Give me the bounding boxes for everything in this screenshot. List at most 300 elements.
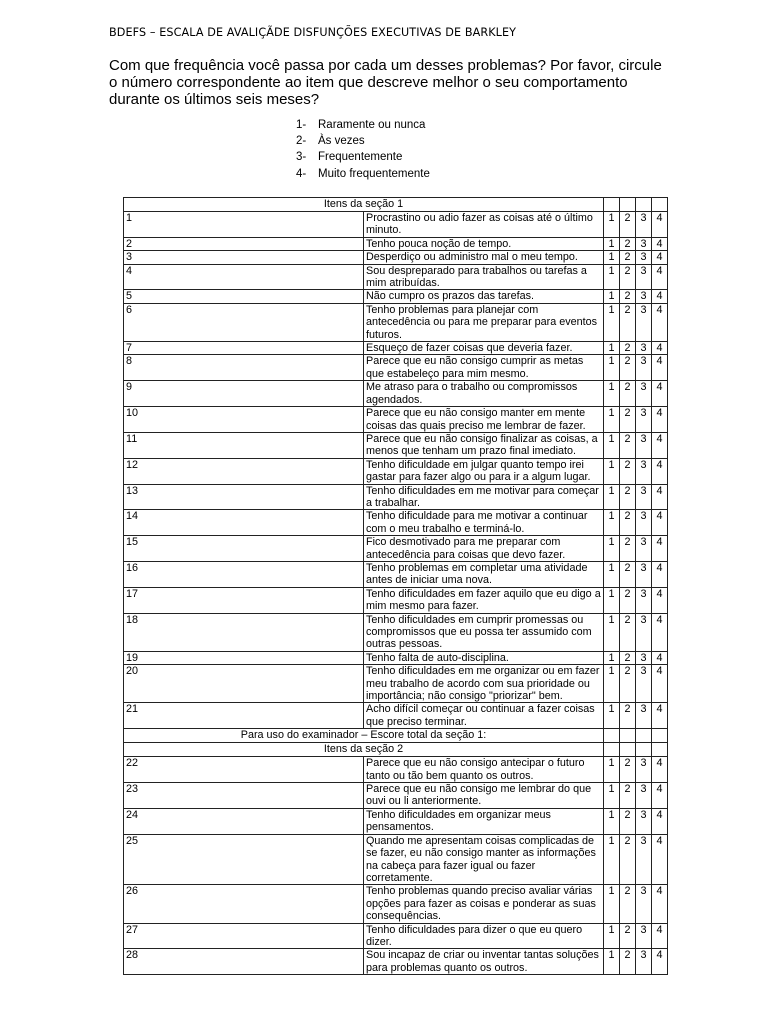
item-row <box>124 613 668 651</box>
item-number: 13 <box>124 484 364 510</box>
scale-option-3[interactable]: 3 <box>640 458 647 471</box>
scale-cell <box>652 458 668 484</box>
item-number: 9 <box>124 381 364 407</box>
scale-option-4[interactable]: 4 <box>656 381 663 394</box>
scale-option-4[interactable]: 4 <box>656 237 663 250</box>
section-header-row <box>124 729 668 743</box>
scale-cell <box>652 665 668 703</box>
scale-option-1[interactable]: 1 <box>608 834 615 847</box>
item-number: 19 <box>124 651 364 664</box>
item-number: 7 <box>124 342 364 355</box>
empty-scale-cell <box>604 743 620 757</box>
scale-option-4[interactable]: 4 <box>656 703 663 716</box>
scale-cell <box>604 342 620 355</box>
item-text: Tenho dificuldades em me organizar ou em fazer meu trabalho de acordo com sua prioridade ou importância; não consigo "priorizar" bem. <box>364 665 604 703</box>
item-number: 11 <box>124 432 364 458</box>
item-number: 1 <box>124 212 364 238</box>
item-number: 8 <box>124 355 364 381</box>
scale-cell <box>652 536 668 562</box>
scale-cell <box>604 665 620 703</box>
scale-option-2[interactable]: 2 <box>624 264 631 277</box>
scale-cell <box>636 510 652 536</box>
legend-label: Raramente ou nunca <box>318 119 426 131</box>
scale-cell <box>620 783 636 809</box>
scale-cell <box>604 613 620 651</box>
scale-option-1[interactable]: 1 <box>608 458 615 471</box>
scale-option-2[interactable]: 2 <box>624 885 631 898</box>
scale-option-3[interactable]: 3 <box>640 783 647 796</box>
scale-cell <box>604 651 620 664</box>
scale-option-2[interactable]: 2 <box>624 923 631 936</box>
scale-option-2[interactable]: 2 <box>624 251 631 264</box>
scale-cell <box>652 432 668 458</box>
scale-cell <box>604 251 620 264</box>
scale-cell <box>620 290 636 303</box>
item-number: 12 <box>124 458 364 484</box>
scale-option-3[interactable]: 3 <box>640 342 647 355</box>
scale-option-2[interactable]: 2 <box>624 757 631 770</box>
scale-cell <box>636 264 652 290</box>
scale-cell <box>620 561 636 587</box>
scale-option-1[interactable]: 1 <box>608 303 615 316</box>
scale-cell <box>652 303 668 341</box>
scale-cell <box>652 342 668 355</box>
scale-cell <box>620 885 636 923</box>
item-row <box>124 561 668 587</box>
scale-cell <box>620 536 636 562</box>
scale-cell <box>636 484 652 510</box>
document-header: BDEFS – ESCALA DE AVALIÇÃDE DISFUNÇÕES EXECUTIVAS DE BARKLEY <box>109 26 517 39</box>
scale-option-4[interactable]: 4 <box>656 458 663 471</box>
scale-option-2[interactable]: 2 <box>624 510 631 523</box>
item-text: Tenho problemas em completar uma atividade antes de iniciar uma nova. <box>364 561 604 587</box>
scale-option-3[interactable]: 3 <box>640 251 647 264</box>
item-text: Tenho dificuldade em julgar quanto tempo irei gastar para fazer algo ou para ir a algum lugar. <box>364 458 604 484</box>
item-row <box>124 342 668 355</box>
scale-cell <box>652 510 668 536</box>
scale-option-4[interactable]: 4 <box>656 342 663 355</box>
scale-cell <box>636 355 652 381</box>
scale-cell <box>652 885 668 923</box>
scale-option-3[interactable]: 3 <box>640 923 647 936</box>
item-number: 14 <box>124 510 364 536</box>
empty-scale-cell <box>620 743 636 757</box>
scale-cell <box>620 808 636 834</box>
scale-option-1[interactable]: 1 <box>608 923 615 936</box>
scale-option-1[interactable]: 1 <box>608 536 615 549</box>
scale-option-2[interactable]: 2 <box>624 458 631 471</box>
item-row <box>124 264 668 290</box>
scale-cell <box>636 407 652 433</box>
scale-option-2[interactable]: 2 <box>624 665 631 678</box>
scale-cell <box>620 458 636 484</box>
scale-option-2[interactable]: 2 <box>624 303 631 316</box>
empty-scale-cell <box>636 729 652 743</box>
scale-option-4[interactable]: 4 <box>656 885 663 898</box>
scale-option-4[interactable]: 4 <box>656 484 663 497</box>
item-row <box>124 303 668 341</box>
empty-scale-cell <box>604 198 620 212</box>
scale-cell <box>636 703 652 729</box>
scale-option-4[interactable]: 4 <box>656 290 663 303</box>
scale-option-4[interactable]: 4 <box>656 808 663 821</box>
scale-cell <box>604 212 620 238</box>
scale-cell <box>652 808 668 834</box>
scale-option-2[interactable]: 2 <box>624 651 631 664</box>
scale-option-4[interactable]: 4 <box>656 923 663 936</box>
scale-option-3[interactable]: 3 <box>640 510 647 523</box>
scale-cell <box>636 665 652 703</box>
scale-option-1[interactable]: 1 <box>608 808 615 821</box>
item-number: 24 <box>124 808 364 834</box>
item-text: Sou despreparado para trabalhos ou tarefas a mim atribuídas. <box>364 264 604 290</box>
item-row <box>124 923 668 949</box>
item-row <box>124 885 668 923</box>
instructions-paragraph: Com que frequência você passa por cada um desses problemas? Por favor, circule o número correspondente ao item que descreve melhor o seu comportamento durante os últimos seis meses? <box>109 57 662 108</box>
scale-option-2[interactable]: 2 <box>624 613 631 626</box>
scale-option-1[interactable]: 1 <box>608 510 615 523</box>
scale-option-4[interactable]: 4 <box>656 251 663 264</box>
item-number: 18 <box>124 613 364 651</box>
item-text: Esqueço de fazer coisas que deveria fazer. <box>364 342 604 355</box>
scale-cell <box>604 458 620 484</box>
scale-cell <box>652 407 668 433</box>
scale-option-2[interactable]: 2 <box>624 237 631 250</box>
scale-option-4[interactable]: 4 <box>656 834 663 847</box>
scale-option-1[interactable]: 1 <box>608 703 615 716</box>
scale-option-1[interactable]: 1 <box>608 613 615 626</box>
scale-option-1[interactable]: 1 <box>608 237 615 250</box>
item-text: Me atraso para o trabalho ou compromissos agendados. <box>364 381 604 407</box>
empty-scale-cell <box>620 198 636 212</box>
item-row <box>124 834 668 885</box>
scale-cell <box>636 303 652 341</box>
scale-option-1[interactable]: 1 <box>608 885 615 898</box>
item-row <box>124 407 668 433</box>
scale-option-1[interactable]: 1 <box>608 212 615 224</box>
scale-cell <box>604 923 620 949</box>
scale-option-1[interactable]: 1 <box>608 757 615 770</box>
scale-option-4[interactable]: 4 <box>656 757 663 770</box>
scale-option-2[interactable]: 2 <box>624 703 631 716</box>
scale-cell <box>604 264 620 290</box>
scale-cell <box>604 355 620 381</box>
item-row <box>124 237 668 250</box>
item-number: 4 <box>124 264 364 290</box>
scale-cell <box>636 212 652 238</box>
scale-cell <box>604 808 620 834</box>
scale-option-1[interactable]: 1 <box>608 587 615 600</box>
scale-cell <box>604 432 620 458</box>
scale-option-2[interactable]: 2 <box>624 432 631 445</box>
scale-cell <box>604 484 620 510</box>
scale-cell <box>636 613 652 651</box>
scale-cell <box>620 923 636 949</box>
item-text: Fico desmotivado para me preparar com antecedência para coisas que devo fazer. <box>364 536 604 562</box>
scale-cell <box>636 290 652 303</box>
legend-number: 4- <box>296 167 307 180</box>
item-text: Procrastino ou adio fazer as coisas até o último minuto. <box>364 212 604 238</box>
section-2-title: Itens da seção 2 <box>124 743 604 757</box>
scale-option-1[interactable]: 1 <box>608 561 615 574</box>
legend-label: Frequentemente <box>318 151 403 164</box>
scale-cell <box>620 613 636 651</box>
item-row <box>124 536 668 562</box>
item-number: 22 <box>124 757 364 783</box>
scale-option-2[interactable]: 2 <box>624 407 631 420</box>
scale-cell <box>604 703 620 729</box>
scale-cell <box>620 355 636 381</box>
scale-cell <box>652 381 668 407</box>
scale-option-2[interactable]: 2 <box>624 381 631 394</box>
item-row <box>124 703 668 729</box>
item-text: Tenho problemas para planejar com antecedência ou para me preparar para eventos futuros. <box>364 303 604 341</box>
empty-scale-cell <box>636 743 652 757</box>
scale-option-4[interactable]: 4 <box>656 587 663 600</box>
item-row <box>124 251 668 264</box>
scale-option-3[interactable]: 3 <box>640 484 647 497</box>
empty-scale-cell <box>636 198 652 212</box>
scale-cell <box>604 381 620 407</box>
scale-cell <box>636 587 652 613</box>
scale-option-1[interactable]: 1 <box>608 381 615 394</box>
scale-cell <box>604 407 620 433</box>
item-number: 2 <box>124 237 364 250</box>
scale-cell <box>636 949 652 975</box>
scale-option-1[interactable]: 1 <box>608 290 615 303</box>
scale-option-2[interactable]: 2 <box>624 342 631 355</box>
scale-cell <box>620 303 636 341</box>
section-header-row <box>124 198 668 212</box>
item-text: Parece que eu não consigo manter em mente coisas das quais preciso me lembrar de fazer. <box>364 407 604 433</box>
section-1-title: Itens da seção 1 <box>124 198 604 212</box>
scale-option-3[interactable]: 3 <box>640 355 647 368</box>
scale-cell <box>652 783 668 809</box>
scale-option-1[interactable]: 1 <box>608 342 615 355</box>
scale-cell <box>636 561 652 587</box>
scale-option-3[interactable]: 3 <box>640 536 647 549</box>
scale-cell <box>636 651 652 664</box>
scale-option-3[interactable]: 3 <box>640 561 647 574</box>
scale-option-2[interactable]: 2 <box>624 587 631 600</box>
item-number: 10 <box>124 407 364 433</box>
scale-option-4[interactable]: 4 <box>656 510 663 523</box>
scale-cell <box>604 885 620 923</box>
scale-cell <box>636 237 652 250</box>
item-number: 5 <box>124 290 364 303</box>
scale-cell <box>620 757 636 783</box>
questionnaire-table <box>123 197 668 975</box>
scale-option-4[interactable]: 4 <box>656 665 663 678</box>
empty-scale-cell <box>652 729 668 743</box>
scale-cell <box>652 251 668 264</box>
scale-cell <box>604 303 620 341</box>
questionnaire-form <box>123 197 668 975</box>
scale-option-3[interactable]: 3 <box>640 808 647 821</box>
scale-cell <box>652 484 668 510</box>
legend-label: Muito frequentemente <box>318 167 430 180</box>
scale-option-1[interactable]: 1 <box>608 665 615 678</box>
scale-option-4[interactable]: 4 <box>656 783 663 796</box>
empty-scale-cell <box>604 729 620 743</box>
scale-cell <box>652 949 668 975</box>
scale-option-3[interactable]: 3 <box>640 757 647 770</box>
item-number: 3 <box>124 251 364 264</box>
item-number: 16 <box>124 561 364 587</box>
scale-option-1[interactable]: 1 <box>608 407 615 420</box>
scale-cell <box>620 665 636 703</box>
scale-option-2[interactable]: 2 <box>624 834 631 847</box>
scale-option-2[interactable]: 2 <box>624 290 631 303</box>
scale-option-3[interactable]: 3 <box>640 264 647 277</box>
scale-option-3[interactable]: 3 <box>640 665 647 678</box>
scale-option-4[interactable]: 4 <box>656 303 663 316</box>
item-text: Tenho dificuldades em me motivar para começar a trabalhar. <box>364 484 604 510</box>
item-row <box>124 432 668 458</box>
scale-option-1[interactable]: 1 <box>608 651 615 664</box>
item-number: 6 <box>124 303 364 341</box>
item-row <box>124 484 668 510</box>
response-scale-legend <box>296 117 430 182</box>
scale-cell <box>652 834 668 885</box>
scale-option-3[interactable]: 3 <box>640 407 647 420</box>
legend-item <box>296 133 430 149</box>
scale-cell <box>620 703 636 729</box>
item-row <box>124 587 668 613</box>
scale-option-3[interactable]: 3 <box>640 885 647 898</box>
legend-item <box>296 166 430 182</box>
scale-cell <box>620 510 636 536</box>
item-number: 17 <box>124 587 364 613</box>
scale-cell <box>652 290 668 303</box>
item-row <box>124 949 668 975</box>
scale-cell <box>652 237 668 250</box>
scale-option-2[interactable]: 2 <box>624 949 631 962</box>
scale-option-1[interactable]: 1 <box>608 355 615 368</box>
scale-option-4[interactable]: 4 <box>656 651 663 664</box>
scale-option-4[interactable]: 4 <box>656 561 663 574</box>
scale-option-3[interactable]: 3 <box>640 834 647 847</box>
item-row <box>124 510 668 536</box>
item-text: Desperdiço ou administro mal o meu tempo. <box>364 251 604 264</box>
scale-cell <box>636 923 652 949</box>
scale-option-2[interactable]: 2 <box>624 355 631 368</box>
scale-cell <box>636 885 652 923</box>
empty-scale-cell <box>652 198 668 212</box>
scale-cell <box>604 783 620 809</box>
item-row <box>124 212 668 238</box>
item-number: 28 <box>124 949 364 975</box>
scale-option-4[interactable]: 4 <box>656 949 663 962</box>
scale-cell <box>652 587 668 613</box>
scale-cell <box>620 264 636 290</box>
item-text: Tenho pouca noção de tempo. <box>364 237 604 250</box>
scale-cell <box>620 587 636 613</box>
legend-number: 3- <box>296 151 307 164</box>
scale-option-1[interactable]: 1 <box>608 783 615 796</box>
item-text: Não cumpro os prazos das tarefas. <box>364 290 604 303</box>
scale-option-2[interactable]: 2 <box>624 212 631 224</box>
scale-cell <box>604 290 620 303</box>
scale-option-3[interactable]: 3 <box>640 432 647 445</box>
scale-option-4[interactable]: 4 <box>656 432 663 445</box>
examiner-score-note: Para uso do examinador – Escore total da seção 1: <box>124 729 604 743</box>
scale-option-2[interactable]: 2 <box>624 783 631 796</box>
scale-option-3[interactable]: 3 <box>640 587 647 600</box>
scale-option-3[interactable]: 3 <box>640 212 647 224</box>
scale-option-3[interactable]: 3 <box>640 303 647 316</box>
scale-option-4[interactable]: 4 <box>656 613 663 626</box>
scale-cell <box>620 651 636 664</box>
legend-number: 2- <box>296 135 307 148</box>
scale-cell <box>636 251 652 264</box>
scale-option-4[interactable]: 4 <box>656 355 663 368</box>
item-text: Tenho problemas quando preciso avaliar várias opções para fazer as coisas e ponderar as suas consequências. <box>364 885 604 923</box>
scale-option-2[interactable]: 2 <box>624 536 631 549</box>
scale-cell <box>636 808 652 834</box>
scale-cell <box>652 757 668 783</box>
item-number: 27 <box>124 923 364 949</box>
scale-option-4[interactable]: 4 <box>656 407 663 420</box>
scale-option-4[interactable]: 4 <box>656 212 663 224</box>
scale-option-1[interactable]: 1 <box>608 432 615 445</box>
scale-cell <box>652 613 668 651</box>
scale-option-4[interactable]: 4 <box>656 536 663 549</box>
scale-option-3[interactable]: 3 <box>640 949 647 962</box>
scale-option-3[interactable]: 3 <box>640 290 647 303</box>
scale-option-1[interactable]: 1 <box>608 264 615 277</box>
scale-cell <box>636 757 652 783</box>
scale-option-2[interactable]: 2 <box>624 484 631 497</box>
scale-cell <box>636 458 652 484</box>
scale-option-3[interactable]: 3 <box>640 651 647 664</box>
scale-option-1[interactable]: 1 <box>608 484 615 497</box>
empty-scale-cell <box>652 743 668 757</box>
item-number: 20 <box>124 665 364 703</box>
scale-cell <box>620 432 636 458</box>
item-row <box>124 651 668 664</box>
scale-cell <box>652 923 668 949</box>
item-number: 15 <box>124 536 364 562</box>
item-row <box>124 757 668 783</box>
item-row <box>124 355 668 381</box>
item-row <box>124 290 668 303</box>
legend-label: Às vezes <box>318 135 365 148</box>
scale-option-2[interactable]: 2 <box>624 808 631 821</box>
scale-cell <box>604 237 620 250</box>
scale-option-3[interactable]: 3 <box>640 237 647 250</box>
item-text: Parece que eu não consigo me lembrar do que ouvi ou li anteriormente. <box>364 783 604 809</box>
item-row <box>124 808 668 834</box>
scale-option-1[interactable]: 1 <box>608 949 615 962</box>
item-number: 21 <box>124 703 364 729</box>
item-row <box>124 783 668 809</box>
scale-cell <box>652 212 668 238</box>
scale-option-1[interactable]: 1 <box>608 251 615 264</box>
scale-cell <box>620 212 636 238</box>
item-row <box>124 665 668 703</box>
item-number: 25 <box>124 834 364 885</box>
scale-option-3[interactable]: 3 <box>640 381 647 394</box>
empty-scale-cell <box>620 729 636 743</box>
scale-option-4[interactable]: 4 <box>656 264 663 277</box>
scale-option-2[interactable]: 2 <box>624 561 631 574</box>
scale-option-3[interactable]: 3 <box>640 703 647 716</box>
item-text: Tenho dificuldade para me motivar a continuar com o meu trabalho e terminá-lo. <box>364 510 604 536</box>
item-text: Tenho dificuldades em cumprir promessas ou compromissos que eu possa ter assumido com outras pessoas. <box>364 613 604 651</box>
scale-option-3[interactable]: 3 <box>640 613 647 626</box>
section-header-row <box>124 743 668 757</box>
